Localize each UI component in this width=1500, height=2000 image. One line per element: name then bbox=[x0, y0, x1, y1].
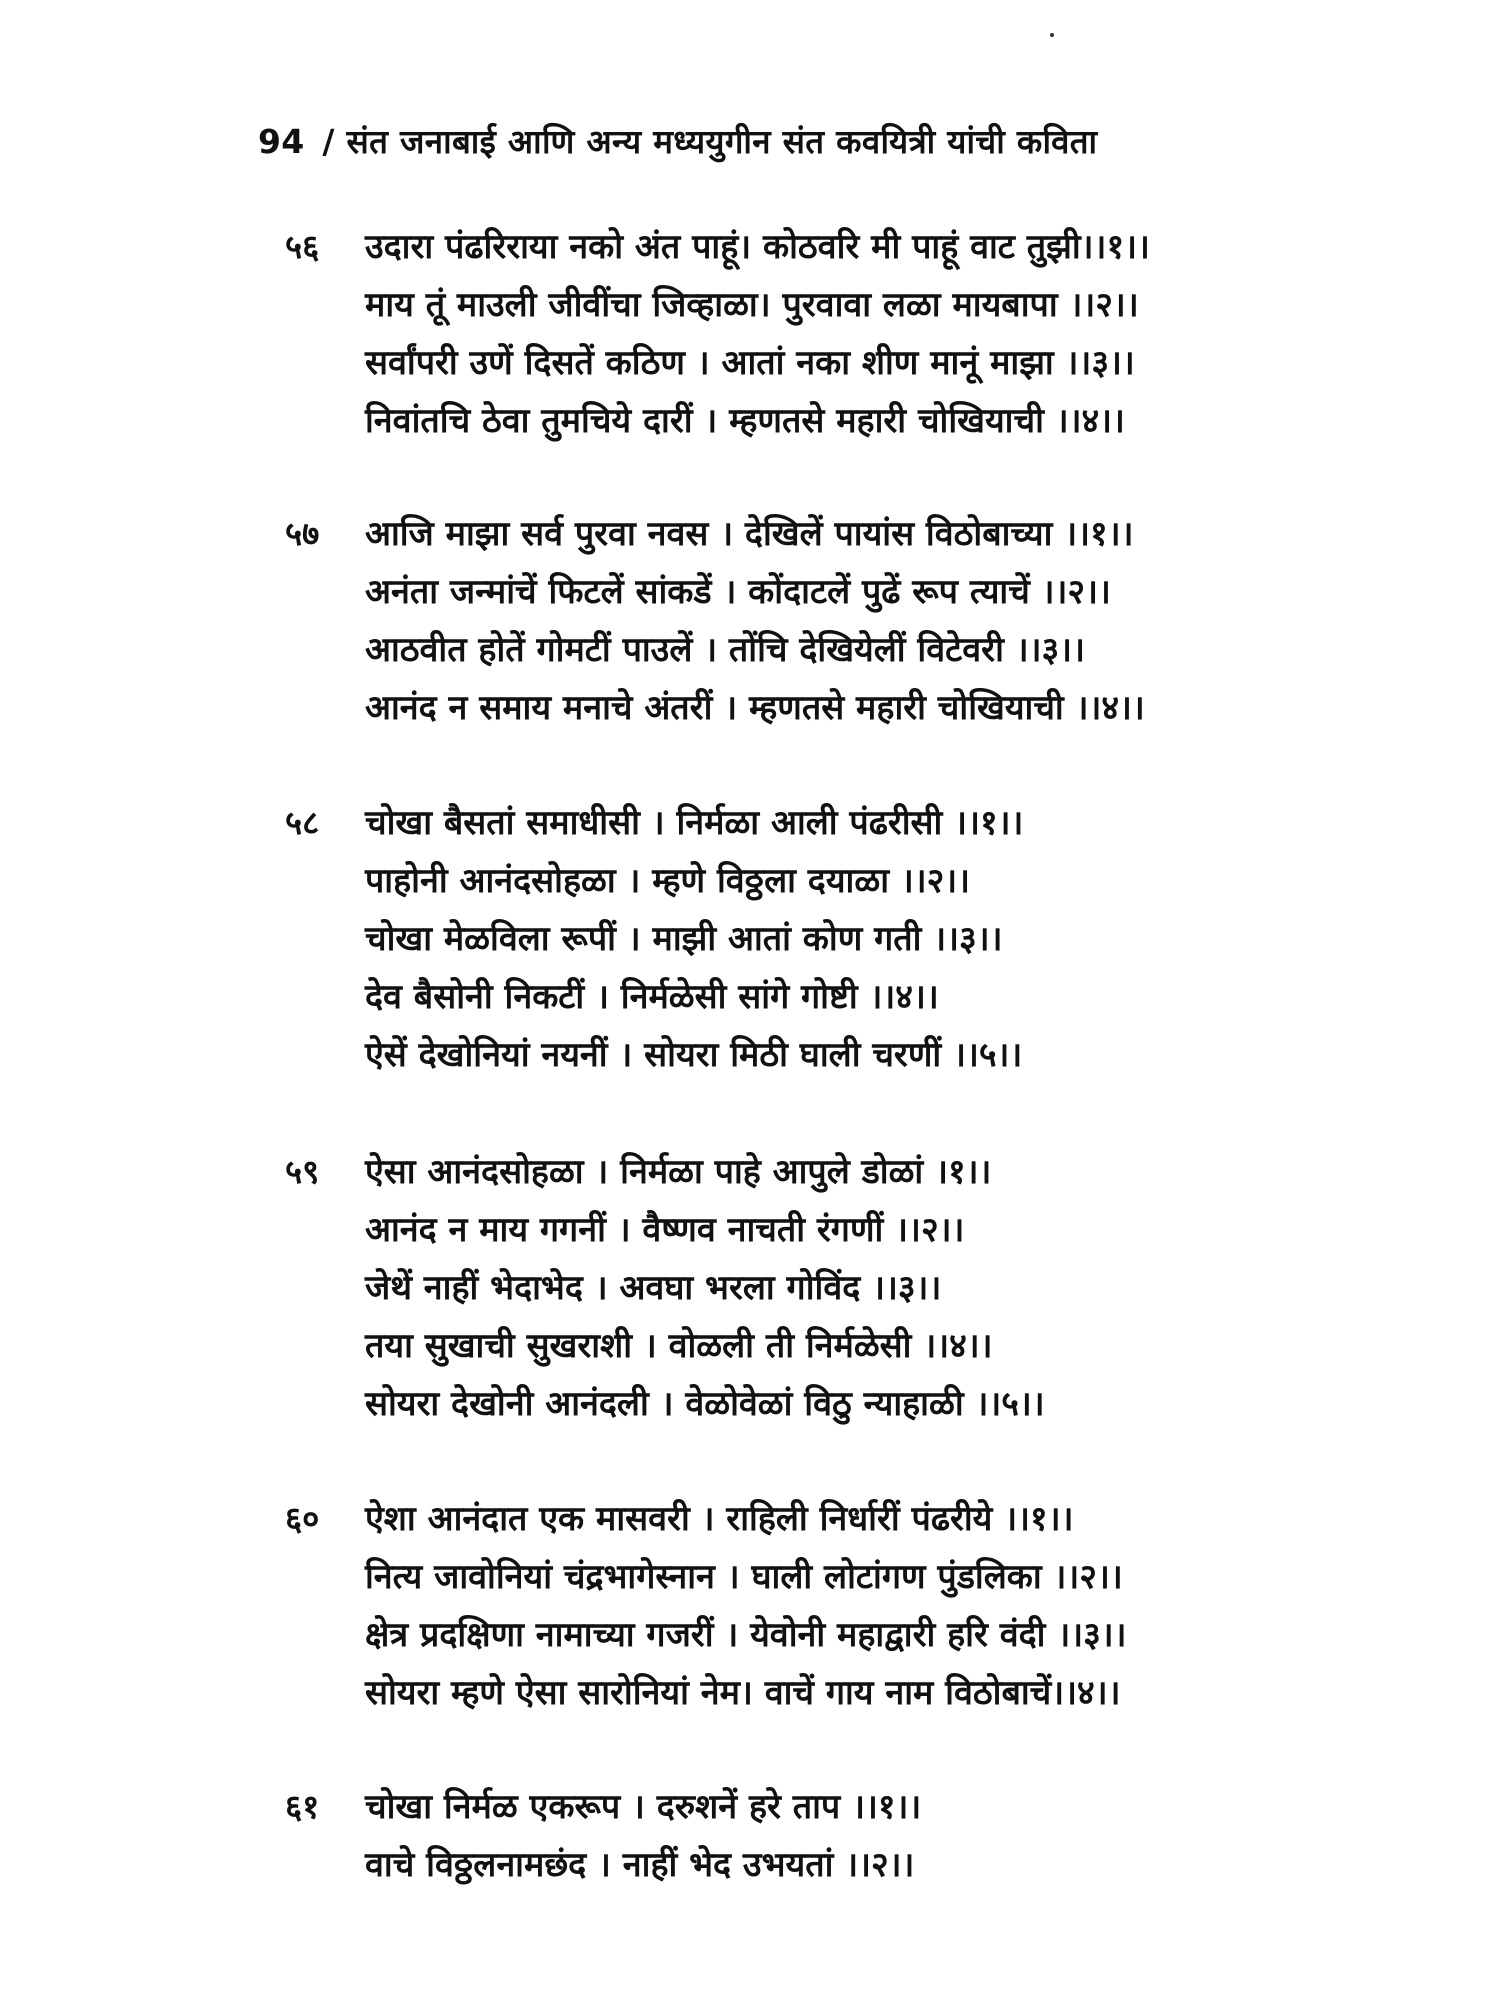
page-number: 94 bbox=[258, 122, 305, 161]
verse-line: चोखा मेळविला रूपीं । माझी आतां कोण गती ।।३।। bbox=[365, 919, 1003, 959]
verse-line: उदारा पंढरिराया नको अंत पाहूं। कोठवरि मी पाहूं वाट तुझी।।१।। bbox=[365, 227, 1150, 267]
verse-line: सर्वांपरी उणें दिसतें कठिण । आतां नका शीण मानूं माझा ।।३।। bbox=[365, 343, 1135, 383]
book-title: संत जनाबाई आणि अन्य मध्ययुगीन संत कवयित्री यांची कविता bbox=[346, 122, 1098, 161]
verse-line: नित्य जावोनियां चंद्रभागेस्नान । घाली लोटांगण पुंडलिका ।।२।। bbox=[365, 1557, 1123, 1597]
stanza-number: ५९ bbox=[285, 1152, 320, 1191]
stanza-number: ५८ bbox=[285, 803, 320, 842]
verse-line: आनंद न माय गगनीं । वैष्णव नाचती रंगणीं ।।२।। bbox=[365, 1210, 965, 1250]
verse-line: माय तूं माउली जीवींचा जिव्हाळा। पुरवावा लळा मायबापा ।।२।। bbox=[365, 285, 1139, 325]
verse-line: सोयरा देखोनी आनंदली । वेळोवेळां विठु न्याहाळी ।।५।। bbox=[365, 1384, 1045, 1424]
verse-line: चोखा निर्मळ एकरूप । दरुशनें हरे ताप ।।१।। bbox=[365, 1787, 922, 1827]
verse-line: जेथें नाहीं भेदाभेद । अवघा भरला गोविंद ।।३।। bbox=[365, 1268, 942, 1308]
verse-line: सोयरा म्हणे ऐसा सारोनियां नेम। वाचें गाय नाम विठोबाचें।।४।। bbox=[365, 1673, 1121, 1713]
verse-line: ऐसा आनंदसोहळा । निर्मळा पाहे आपुले डोळां ।१।। bbox=[365, 1152, 992, 1192]
verse-line: आनंद न समाय मनाचे अंतरीं । म्हणतसे महारी चोखियाची ।।४।। bbox=[365, 688, 1145, 728]
verse-line: निवांतचि ठेवा तुमचिये दारीं । म्हणतसे महारी चोखियाची ।।४।। bbox=[365, 401, 1125, 441]
verse-line: तया सुखाची सुखराशी । वोळली ती निर्मळेसी ।।४।। bbox=[365, 1326, 993, 1366]
speck-mark bbox=[1050, 33, 1054, 37]
stanza-number: ६१ bbox=[285, 1787, 320, 1826]
running-header bbox=[258, 118, 1097, 163]
verse-line: आजि माझा सर्व पुरवा नवस । देखिलें पायांस विठोबाच्या ।।१।। bbox=[365, 514, 1134, 554]
verse-line: वाचे विठ्ठलनामछंद । नाहीं भेद उभयतां ।।२।। bbox=[365, 1845, 915, 1885]
stanza-number: ६० bbox=[285, 1499, 320, 1538]
verse-line: ऐसें देखोनियां नयनीं । सोयरा मिठी घाली चरणीं ।।५।। bbox=[365, 1035, 1023, 1075]
verse-line: अनंता जन्मांचें फिटलें सांकडें । कोंदाटलें पुढें रूप त्याचें ।।२।। bbox=[365, 572, 1111, 612]
verse-line: पाहोनी आनंदसोहळा । म्हणे विठ्ठला दयाळा ।।२।। bbox=[365, 861, 971, 901]
verse-line: आठवीत होतें गोमटीं पाउलें । तोंचि देखियेलीं विटेवरी ।।३।। bbox=[365, 630, 1085, 670]
verse-line: चोखा बैसतां समाधीसी । निर्मळा आली पंढरीसी ।।१।। bbox=[365, 803, 1024, 843]
header-separator: / bbox=[322, 122, 335, 161]
stanza-number: ५६ bbox=[285, 227, 320, 266]
verse-line: ऐशा आनंदात एक मासवरी । राहिली निर्धारीं पंढरीये ।।१।। bbox=[365, 1499, 1074, 1539]
verse-line: क्षेत्र प्रदक्षिणा नामाच्या गजरीं । येवोनी महाद्वारी हरि वंदी ।।३।। bbox=[365, 1615, 1127, 1655]
stanza-number: ५७ bbox=[285, 514, 320, 553]
verse-line: देव बैसोनी निकटीं । निर्मळेसी सांगे गोष्टी ।।४।। bbox=[365, 977, 939, 1017]
